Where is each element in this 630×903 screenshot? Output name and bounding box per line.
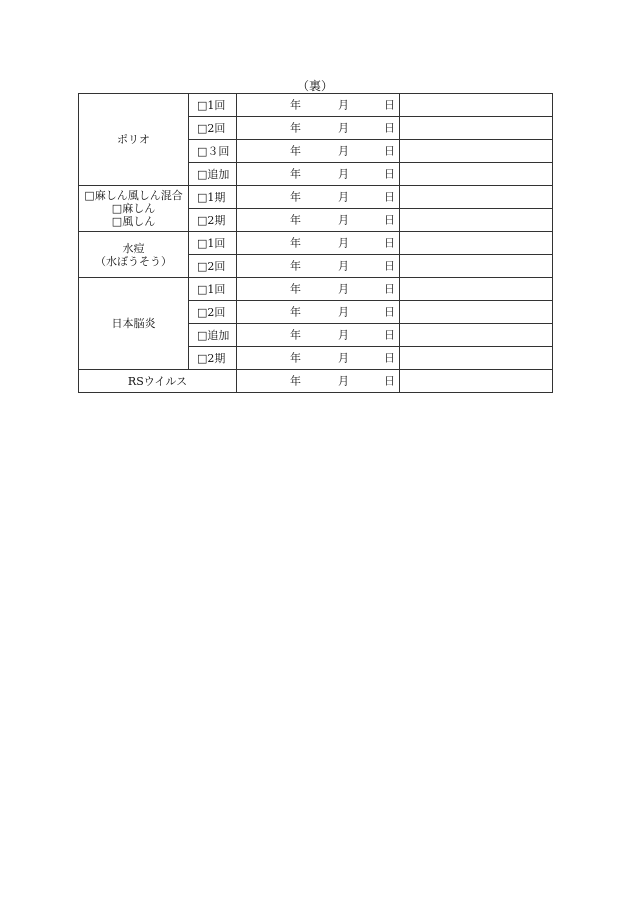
vaccine-name-varicella [79, 232, 189, 278]
date-field[interactable] [237, 347, 400, 370]
date-field[interactable] [237, 278, 400, 301]
day-label: 日 [384, 236, 395, 250]
note-cell[interactable] [400, 370, 553, 393]
year-label: 年 [290, 144, 301, 158]
year-label: 年 [290, 351, 301, 365]
month-label: 月 [338, 121, 349, 135]
month-label: 月 [338, 374, 349, 388]
day-label: 日 [384, 167, 395, 181]
year-label: 年 [290, 167, 301, 181]
year-label: 年 [290, 213, 301, 227]
date-field[interactable] [237, 255, 400, 278]
date-field[interactable] [237, 370, 400, 393]
day-label: 日 [384, 305, 395, 319]
dose-checkbox-mr-1[interactable]: □1期 [189, 186, 237, 209]
vaccination-record-table [78, 93, 553, 393]
page-heading: （裏） [296, 79, 333, 93]
note-cell[interactable] [400, 186, 553, 209]
date-field[interactable] [237, 117, 400, 140]
month-label: 月 [338, 351, 349, 365]
day-label: 日 [384, 190, 395, 204]
month-label: 月 [338, 190, 349, 204]
date-field[interactable] [237, 209, 400, 232]
table-row [79, 232, 553, 255]
note-cell[interactable] [400, 347, 553, 370]
vaccine-name-polio: ポリオ [79, 94, 189, 186]
year-label: 年 [290, 328, 301, 342]
year-label: 年 [290, 236, 301, 250]
vaccine-name-line: 水痘 [122, 241, 145, 255]
month-label: 月 [338, 167, 349, 181]
note-cell[interactable] [400, 209, 553, 232]
day-label: 日 [384, 351, 395, 365]
dose-checkbox-mr-2[interactable]: □2期 [189, 209, 237, 232]
note-cell[interactable] [400, 94, 553, 117]
month-label: 月 [338, 282, 349, 296]
table-row [79, 94, 553, 117]
month-label: 月 [338, 98, 349, 112]
note-cell[interactable] [400, 163, 553, 186]
table-row [79, 370, 553, 393]
dose-checkbox-polio-3[interactable]: □３回 [189, 140, 237, 163]
year-label: 年 [290, 259, 301, 273]
date-field[interactable] [237, 301, 400, 324]
note-cell[interactable] [400, 140, 553, 163]
vaccine-option-measles[interactable]: □麻しん [111, 202, 156, 215]
note-cell[interactable] [400, 278, 553, 301]
vaccine-name-mr [79, 186, 189, 232]
date-field[interactable] [237, 186, 400, 209]
dose-checkbox-je-1[interactable]: □1回 [189, 278, 237, 301]
note-cell[interactable] [400, 255, 553, 278]
day-label: 日 [384, 259, 395, 273]
dose-checkbox-je-2[interactable]: □2回 [189, 301, 237, 324]
dose-checkbox-polio-2[interactable]: □2回 [189, 117, 237, 140]
month-label: 月 [338, 144, 349, 158]
month-label: 月 [338, 259, 349, 273]
dose-checkbox-varicella-2[interactable]: □2回 [189, 255, 237, 278]
date-field[interactable] [237, 163, 400, 186]
dose-checkbox-je-booster[interactable]: □追加 [189, 324, 237, 347]
note-cell[interactable] [400, 232, 553, 255]
day-label: 日 [384, 144, 395, 158]
vaccine-option-rubella[interactable]: □風しん [111, 215, 156, 228]
date-field[interactable] [237, 140, 400, 163]
date-field[interactable] [237, 232, 400, 255]
vaccine-name-rs: RSウイルス [79, 370, 237, 393]
day-label: 日 [384, 121, 395, 135]
day-label: 日 [384, 282, 395, 296]
year-label: 年 [290, 374, 301, 388]
year-label: 年 [290, 98, 301, 112]
year-label: 年 [290, 305, 301, 319]
table-row [79, 186, 553, 209]
dose-checkbox-varicella-1[interactable]: □1回 [189, 232, 237, 255]
table-row [79, 278, 553, 301]
date-field[interactable] [237, 324, 400, 347]
month-label: 月 [338, 213, 349, 227]
month-label: 月 [338, 305, 349, 319]
day-label: 日 [384, 213, 395, 227]
dose-checkbox-je-phase2[interactable]: □2期 [189, 347, 237, 370]
year-label: 年 [290, 190, 301, 204]
vaccine-name-je: 日本脳炎 [79, 278, 189, 370]
day-label: 日 [384, 374, 395, 388]
dose-checkbox-polio-1[interactable]: □1回 [189, 94, 237, 117]
day-label: 日 [384, 328, 395, 342]
year-label: 年 [290, 121, 301, 135]
vaccine-option-mr-combined[interactable]: □麻しん風しん混合 [84, 189, 183, 202]
month-label: 月 [338, 328, 349, 342]
note-cell[interactable] [400, 117, 553, 140]
note-cell[interactable] [400, 324, 553, 347]
day-label: 日 [384, 98, 395, 112]
vaccine-name-line: （水ぼうそう） [95, 254, 172, 268]
date-field[interactable] [237, 94, 400, 117]
month-label: 月 [338, 236, 349, 250]
note-cell[interactable] [400, 301, 553, 324]
year-label: 年 [290, 282, 301, 296]
dose-checkbox-polio-booster[interactable]: □追加 [189, 163, 237, 186]
